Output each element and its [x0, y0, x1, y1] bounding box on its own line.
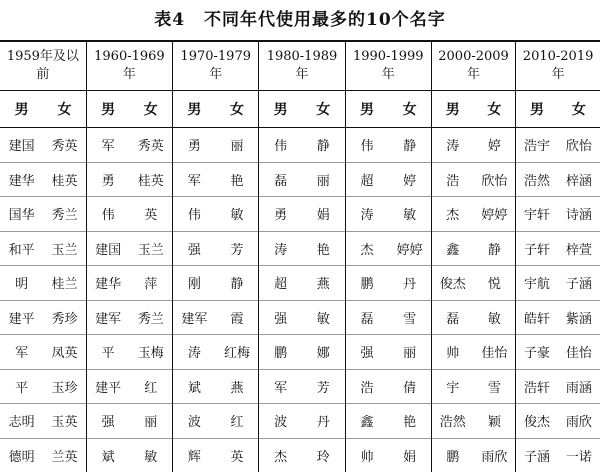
female-header: 女: [302, 91, 345, 128]
name-cell: 静: [388, 128, 431, 163]
female-header: 女: [474, 91, 516, 128]
table-row: [0, 404, 600, 439]
name-cell: 勇: [259, 197, 302, 232]
name-cell: 静: [474, 231, 516, 266]
name-cell: 鹏: [345, 266, 388, 301]
name-cell: 宇轩: [516, 197, 558, 232]
period-header: [431, 41, 515, 91]
female-header: 女: [216, 91, 259, 128]
name-cell: 浩: [431, 162, 473, 197]
name-cell: 红: [216, 404, 259, 439]
name-cell: 建国: [86, 231, 129, 266]
name-cell: 浩: [345, 369, 388, 404]
name-cell: 刚: [173, 266, 216, 301]
male-header: 男: [431, 91, 473, 128]
name-cell: 强: [345, 335, 388, 370]
name-cell: 佳怡: [558, 335, 600, 370]
name-cell: 凤英: [43, 335, 86, 370]
male-header: 男: [86, 91, 129, 128]
name-cell: 英: [129, 197, 172, 232]
name-cell: 帅: [431, 335, 473, 370]
name-cell: 建国: [0, 128, 43, 163]
name-cell: 建平: [86, 369, 129, 404]
name-cell: 雨涵: [558, 369, 600, 404]
name-cell: 桂兰: [43, 266, 86, 301]
name-cell: 秀兰: [43, 197, 86, 232]
names-table: [0, 40, 600, 472]
name-cell: 辉: [173, 438, 216, 472]
name-cell: 平: [86, 335, 129, 370]
period-header-line: 1990-1999: [346, 48, 431, 66]
table-row: [0, 369, 600, 404]
name-cell: 子涵: [558, 266, 600, 301]
period-header: [345, 41, 431, 91]
name-cell: 桂英: [43, 162, 86, 197]
name-cell: 军: [259, 369, 302, 404]
name-cell: 建平: [0, 300, 43, 335]
name-cell: 雪: [474, 369, 516, 404]
period-header-line: 年: [173, 66, 258, 84]
name-cell: 燕: [216, 369, 259, 404]
name-cell: 斌: [173, 369, 216, 404]
name-cell: 皓轩: [516, 300, 558, 335]
name-cell: 萍: [129, 266, 172, 301]
name-cell: 丹: [302, 404, 345, 439]
name-cell: 敏: [216, 197, 259, 232]
table-row: [0, 300, 600, 335]
table-row: [0, 438, 600, 472]
name-cell: 磊: [431, 300, 473, 335]
period-header: [259, 41, 345, 91]
name-cell: 雪: [388, 300, 431, 335]
name-cell: 强: [86, 404, 129, 439]
table-title: [0, 0, 600, 40]
period-header-line: 前: [0, 66, 86, 84]
period-header-line: 1960-1969: [87, 48, 172, 66]
name-cell: 娟: [388, 438, 431, 472]
name-cell: 志明: [0, 404, 43, 439]
name-cell: 艳: [388, 404, 431, 439]
name-cell: 军: [173, 162, 216, 197]
name-cell: 斌: [86, 438, 129, 472]
name-cell: 伟: [345, 128, 388, 163]
name-cell: 婷婷: [388, 231, 431, 266]
name-cell: 伟: [259, 128, 302, 163]
table-number: 表4: [154, 10, 185, 30]
name-cell: 丽: [388, 335, 431, 370]
name-cell: 艳: [216, 162, 259, 197]
period-header-line: 2010-2019: [516, 48, 600, 66]
name-cell: 颖: [474, 404, 516, 439]
name-cell: 桂英: [129, 162, 172, 197]
name-cell: 玉珍: [43, 369, 86, 404]
name-cell: 霞: [216, 300, 259, 335]
name-cell: 军: [86, 128, 129, 163]
name-cell: 俊杰: [431, 266, 473, 301]
name-cell: 玉兰: [129, 231, 172, 266]
name-cell: 明: [0, 266, 43, 301]
name-cell: 静: [302, 128, 345, 163]
period-header-line: 年: [516, 66, 600, 84]
name-cell: 宇: [431, 369, 473, 404]
name-cell: 玉梅: [129, 335, 172, 370]
name-cell: 红梅: [216, 335, 259, 370]
table-body: [0, 128, 600, 472]
female-header: 女: [129, 91, 172, 128]
table-row: [0, 335, 600, 370]
name-cell: 玉兰: [43, 231, 86, 266]
male-header: 男: [345, 91, 388, 128]
name-cell: 敏: [388, 197, 431, 232]
name-cell: 秀兰: [129, 300, 172, 335]
period-header: [86, 41, 172, 91]
name-cell: 伟: [173, 197, 216, 232]
name-cell: 红: [129, 369, 172, 404]
name-cell: 婷: [474, 128, 516, 163]
name-cell: 秀英: [129, 128, 172, 163]
period-header-line: 年: [259, 66, 344, 84]
male-header: 男: [516, 91, 558, 128]
female-header: 女: [43, 91, 86, 128]
female-header: 女: [558, 91, 600, 128]
name-cell: 雨欣: [558, 404, 600, 439]
name-cell: 燕: [302, 266, 345, 301]
name-cell: 倩: [388, 369, 431, 404]
table-row: [0, 128, 600, 163]
name-cell: 杰: [345, 231, 388, 266]
name-cell: 磊: [259, 162, 302, 197]
name-cell: 涛: [173, 335, 216, 370]
name-cell: 紫涵: [558, 300, 600, 335]
name-cell: 子豪: [516, 335, 558, 370]
name-cell: 秀珍: [43, 300, 86, 335]
name-cell: 超: [345, 162, 388, 197]
name-cell: 国华: [0, 197, 43, 232]
name-cell: 静: [216, 266, 259, 301]
name-cell: 平: [0, 369, 43, 404]
name-cell: 艳: [302, 231, 345, 266]
period-header: [516, 41, 600, 91]
name-cell: 涛: [431, 128, 473, 163]
name-cell: 磊: [345, 300, 388, 335]
name-cell: 欣怡: [474, 162, 516, 197]
name-cell: 敏: [302, 300, 345, 335]
name-cell: 敏: [129, 438, 172, 472]
name-cell: 杰: [259, 438, 302, 472]
name-cell: 子轩: [516, 231, 558, 266]
period-header: [0, 41, 86, 91]
name-cell: 雨欣: [474, 438, 516, 472]
period-header-line: 年: [346, 66, 431, 84]
name-cell: 勇: [173, 128, 216, 163]
period-header-line: 年: [87, 66, 172, 84]
name-cell: 诗涵: [558, 197, 600, 232]
name-cell: 浩然: [431, 404, 473, 439]
name-cell: 欣怡: [558, 128, 600, 163]
name-cell: 芳: [302, 369, 345, 404]
name-cell: 鹏: [431, 438, 473, 472]
period-header-line: 年: [432, 66, 515, 84]
name-cell: 鑫: [345, 404, 388, 439]
name-cell: 芳: [216, 231, 259, 266]
name-cell: 丽: [216, 128, 259, 163]
name-cell: 伟: [86, 197, 129, 232]
name-cell: 建华: [0, 162, 43, 197]
male-header: 男: [0, 91, 43, 128]
name-cell: 建军: [86, 300, 129, 335]
name-cell: 佳怡: [474, 335, 516, 370]
name-cell: 强: [259, 300, 302, 335]
name-cell: 德明: [0, 438, 43, 472]
gender-header-row: [0, 91, 600, 128]
name-cell: 超: [259, 266, 302, 301]
name-cell: 波: [259, 404, 302, 439]
name-cell: 军: [0, 335, 43, 370]
period-header: [173, 41, 259, 91]
name-cell: 丽: [302, 162, 345, 197]
table-caption: 不同年代使用最多的10个名字: [204, 10, 446, 30]
name-cell: 婷: [388, 162, 431, 197]
name-cell: 丽: [129, 404, 172, 439]
period-header-line: 1959年及以: [0, 48, 86, 66]
table-row: [0, 231, 600, 266]
name-cell: 一诺: [558, 438, 600, 472]
name-cell: 勇: [86, 162, 129, 197]
name-cell: 秀英: [43, 128, 86, 163]
name-cell: 帅: [345, 438, 388, 472]
period-header-line: 1980-1989: [259, 48, 344, 66]
name-cell: 敏: [474, 300, 516, 335]
male-header: 男: [259, 91, 302, 128]
table-row: [0, 197, 600, 232]
name-cell: 兰英: [43, 438, 86, 472]
name-cell: 波: [173, 404, 216, 439]
name-cell: 梓萱: [558, 231, 600, 266]
table-row: [0, 266, 600, 301]
name-cell: 强: [173, 231, 216, 266]
name-cell: 鑫: [431, 231, 473, 266]
female-header: 女: [388, 91, 431, 128]
name-cell: 和平: [0, 231, 43, 266]
period-header-line: 2000-2009: [432, 48, 515, 66]
name-cell: 涛: [259, 231, 302, 266]
name-cell: 涛: [345, 197, 388, 232]
name-cell: 娜: [302, 335, 345, 370]
period-header-row: [0, 41, 600, 91]
name-cell: 建军: [173, 300, 216, 335]
name-cell: 玉英: [43, 404, 86, 439]
name-cell: 丹: [388, 266, 431, 301]
name-cell: 婷婷: [474, 197, 516, 232]
name-cell: 英: [216, 438, 259, 472]
male-header: 男: [173, 91, 216, 128]
name-cell: 娟: [302, 197, 345, 232]
name-cell: 浩轩: [516, 369, 558, 404]
name-cell: 玲: [302, 438, 345, 472]
name-cell: 浩宇: [516, 128, 558, 163]
name-cell: 子涵: [516, 438, 558, 472]
name-cell: 梓涵: [558, 162, 600, 197]
period-header-line: 1970-1979: [173, 48, 258, 66]
name-cell: 杰: [431, 197, 473, 232]
name-cell: 鹏: [259, 335, 302, 370]
name-cell: 宇航: [516, 266, 558, 301]
table-row: [0, 162, 600, 197]
name-cell: 浩然: [516, 162, 558, 197]
name-cell: 悦: [474, 266, 516, 301]
name-cell: 俊杰: [516, 404, 558, 439]
name-cell: 建华: [86, 266, 129, 301]
